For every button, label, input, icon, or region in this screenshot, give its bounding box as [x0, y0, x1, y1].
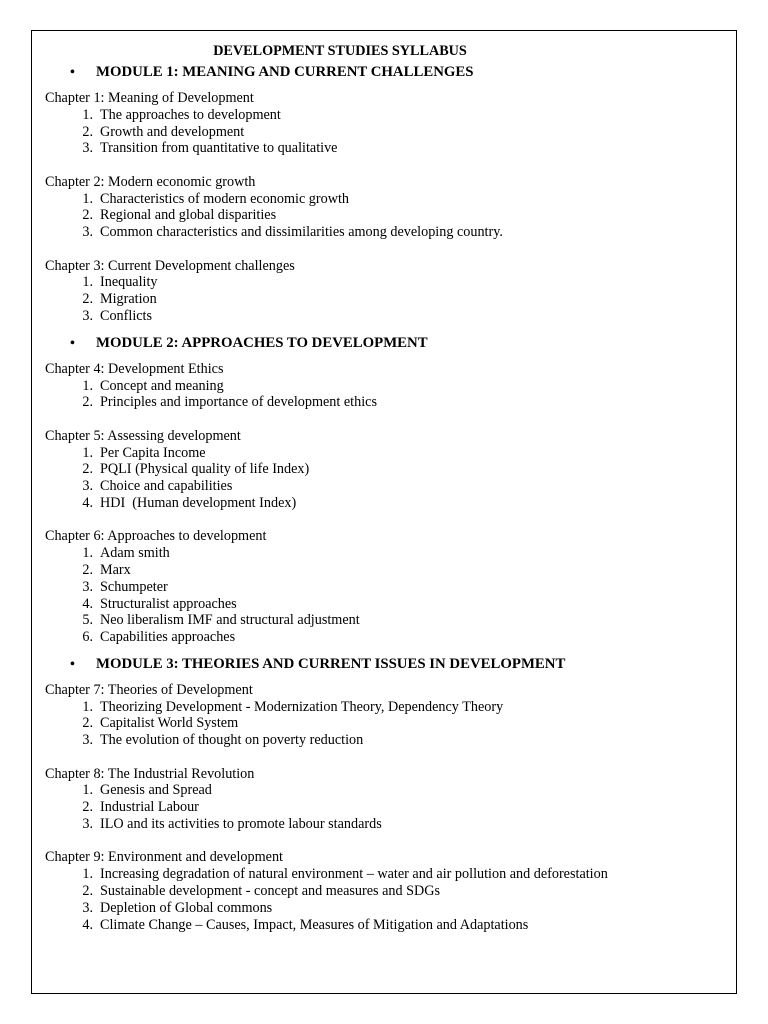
item-number: 3.	[82, 578, 93, 595]
module-heading	[45, 333, 725, 354]
list-item	[45, 124, 725, 141]
list-item	[45, 883, 725, 900]
item-number: 2.	[82, 561, 93, 578]
item-text: Increasing degradation of natural environment – water and air pollution and deforestation	[100, 866, 608, 883]
chapter-topic-list	[45, 782, 725, 832]
list-item	[45, 596, 725, 613]
chapter-title: Chapter 5: Assessing development	[45, 427, 241, 444]
item-text: HDI (Human development Index)	[100, 494, 297, 511]
item-text: Conflicts	[100, 307, 153, 324]
list-item	[45, 291, 725, 308]
chapter-title: Chapter 7: Theories of Development	[45, 681, 253, 698]
chapter-title: Chapter 1: Meaning of Development	[45, 90, 254, 106]
syllabus-document	[45, 41, 725, 950]
item-text: Regional and global disparities	[100, 207, 277, 224]
chapter-title: Chapter 6: Approaches to development	[45, 528, 267, 545]
item-text: Inequality	[100, 274, 158, 291]
item-number: 5.	[82, 612, 93, 629]
item-number: 1.	[82, 190, 93, 207]
chapter-topic-list	[45, 545, 725, 646]
item-number: 3.	[82, 140, 93, 157]
chapter-topic-list	[45, 866, 725, 933]
item-text: Schumpeter	[100, 578, 168, 595]
chapter-title: Chapter 4: Development Ethics	[45, 360, 224, 377]
list-item	[45, 545, 725, 562]
list-item	[45, 782, 725, 799]
list-item	[45, 866, 725, 883]
list-item	[45, 478, 725, 495]
bullet-icon: •	[70, 335, 75, 351]
item-number: 1.	[82, 106, 93, 123]
item-number: 2.	[82, 799, 93, 816]
chapter-section	[45, 174, 725, 241]
item-text: Growth and development	[100, 123, 245, 140]
item-text: Per Capita Income	[100, 444, 206, 461]
list-item	[45, 495, 725, 512]
item-text: ILO and its activities to promote labour standards	[100, 816, 382, 833]
item-number: 2.	[82, 291, 93, 308]
item-text: Migration	[100, 291, 157, 308]
list-item	[45, 107, 725, 124]
item-text: Capabilities approaches	[100, 629, 236, 646]
chapter-title: Chapter 8: The Industrial Revolution	[45, 765, 255, 782]
list-item	[45, 224, 725, 241]
item-text: The approaches to development	[100, 106, 281, 123]
item-text: Capitalist World System	[100, 715, 239, 732]
list-item	[45, 445, 725, 462]
item-number: 2.	[82, 394, 93, 411]
item-text: Climate Change – Causes, Impact, Measures of Mitigation and Adaptations	[100, 916, 529, 933]
item-text: Neo liberalism IMF and structural adjustment	[100, 612, 360, 629]
item-text: Genesis and Spread	[100, 782, 212, 799]
chapter-section	[45, 258, 725, 325]
list-item	[45, 917, 725, 934]
module-heading	[45, 654, 725, 675]
module-heading	[45, 62, 725, 83]
chapter-section	[45, 849, 725, 933]
item-number: 6.	[82, 629, 93, 646]
item-text: Depletion of Global commons	[100, 899, 273, 916]
item-number: 4.	[82, 595, 93, 612]
chapter-title: Chapter 9: Environment and development	[45, 849, 283, 866]
item-number: 2.	[82, 123, 93, 140]
list-item	[45, 308, 725, 325]
chapter-section	[45, 528, 725, 646]
list-item	[45, 732, 725, 749]
item-text: The evolution of thought on poverty reduction	[100, 732, 364, 749]
chapter-section	[45, 428, 725, 512]
list-item	[45, 207, 725, 224]
item-number: 1.	[82, 545, 93, 562]
list-item	[45, 274, 725, 291]
list-item	[45, 629, 725, 646]
item-number: 3.	[82, 816, 93, 833]
chapter-title: Chapter 2: Modern economic growth	[45, 173, 256, 190]
document-title: DEVELOPMENT STUDIES SYLLABUS	[213, 43, 467, 59]
item-number: 3.	[82, 899, 93, 916]
item-number: 1.	[82, 274, 93, 291]
item-text: Common characteristics and dissimilarities among developing country.	[100, 224, 503, 241]
item-text: Marx	[100, 561, 131, 578]
module-title: MODULE 1: MEANING AND CURRENT CHALLENGES	[96, 64, 474, 80]
list-item	[45, 191, 725, 208]
item-number: 3.	[82, 307, 93, 324]
list-item	[45, 579, 725, 596]
item-number: 1.	[82, 782, 93, 799]
item-number: 4.	[82, 916, 93, 933]
item-text: Choice and capabilities	[100, 478, 233, 495]
chapter-topic-list	[45, 274, 725, 324]
list-item	[45, 461, 725, 478]
list-item	[45, 612, 725, 629]
module-title: MODULE 2: APPROACHES TO DEVELOPMENT	[96, 334, 428, 351]
list-item	[45, 715, 725, 732]
chapter-topic-list	[45, 699, 725, 749]
item-number: 1.	[82, 444, 93, 461]
list-item	[45, 378, 725, 395]
bullet-icon: •	[70, 65, 75, 80]
item-text: Theorizing Development - Modernization Theory, Dependency Theory	[100, 698, 504, 715]
item-text: PQLI (Physical quality of life Index)	[100, 461, 310, 478]
list-item	[45, 394, 725, 411]
chapter-section	[45, 90, 725, 157]
item-text: Characteristics of modern economic growth	[100, 190, 349, 207]
item-number: 1.	[82, 377, 93, 394]
list-item	[45, 699, 725, 716]
chapter-section	[45, 766, 725, 833]
item-number: 2.	[82, 883, 93, 900]
list-item	[45, 900, 725, 917]
item-number: 2.	[82, 715, 93, 732]
module-title: MODULE 3: THEORIES AND CURRENT ISSUES IN DEVELOPMENT	[96, 655, 566, 672]
item-number: 1.	[82, 866, 93, 883]
list-item	[45, 562, 725, 579]
chapter-section	[45, 361, 725, 411]
item-text: Industrial Labour	[100, 799, 199, 816]
list-item	[45, 816, 725, 833]
list-item	[45, 799, 725, 816]
item-text: Sustainable development - concept and measures and SDGs	[100, 883, 441, 900]
item-text: Principles and importance of development ethics	[100, 394, 377, 411]
item-text: Adam smith	[100, 545, 170, 562]
chapter-topic-list	[45, 107, 725, 157]
chapter-topic-list	[45, 191, 725, 241]
item-number: 2.	[82, 461, 93, 478]
item-text: Structuralist approaches	[100, 595, 237, 612]
item-text: Concept and meaning	[100, 377, 224, 394]
item-number: 3.	[82, 478, 93, 495]
chapter-title: Chapter 3: Current Development challenges	[45, 257, 295, 274]
item-text: Transition from quantitative to qualitative	[100, 140, 338, 157]
item-number: 1.	[82, 698, 93, 715]
item-number: 2.	[82, 207, 93, 224]
item-number: 3.	[82, 224, 93, 241]
chapter-section	[45, 682, 725, 749]
chapter-topic-list	[45, 445, 725, 512]
list-item	[45, 140, 725, 157]
item-number: 3.	[82, 732, 93, 749]
chapter-topic-list	[45, 378, 725, 412]
bullet-icon: •	[70, 656, 75, 672]
item-number: 4.	[82, 494, 93, 511]
